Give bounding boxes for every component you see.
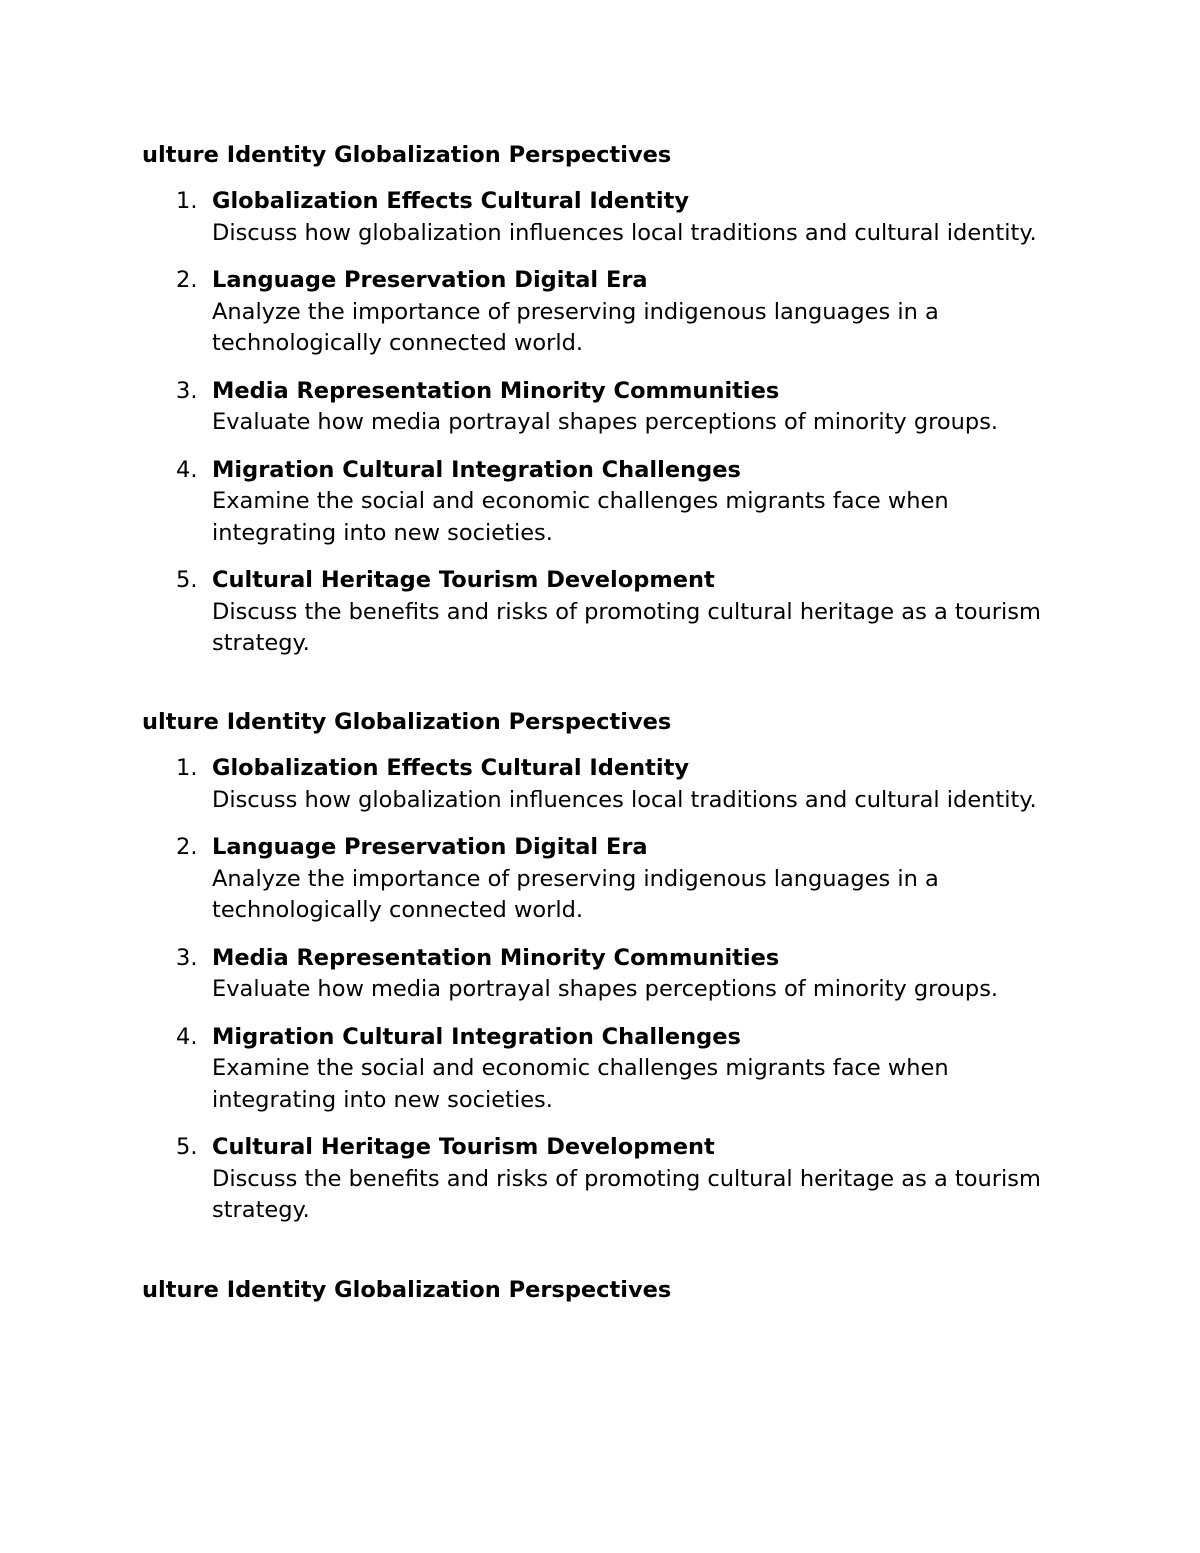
topic-description: Analyze the importance of preserving indigenous languages in a technologically connected world. bbox=[212, 298, 939, 356]
topic-item bbox=[142, 376, 1082, 439]
topic-description: Discuss the benefits and risks of promoting cultural heritage as a tourism strategy. bbox=[212, 598, 1041, 656]
topic-title: Migration Cultural Integration Challenges bbox=[212, 1023, 741, 1050]
section-heading: ulture Identity Globalization Perspectives bbox=[142, 1277, 672, 1303]
topic-description: Discuss how globalization influences local traditions and cultural identity. bbox=[212, 219, 1037, 246]
topic-title: Cultural Heritage Tourism Development bbox=[212, 1134, 715, 1160]
topic-item bbox=[142, 753, 1082, 816]
topic-item bbox=[142, 455, 1082, 550]
topic-number: 2. bbox=[176, 834, 198, 860]
topic-title: Globalization Effects Cultural Identity bbox=[212, 188, 690, 214]
topic-description: Examine the social and economic challenges migrants face when integrating into new societies. bbox=[212, 1055, 949, 1113]
topic-item bbox=[142, 265, 1082, 360]
topic-title: Cultural Heritage Tourism Development bbox=[212, 567, 715, 593]
topic-title: Media Representation Minority Communities bbox=[212, 944, 780, 971]
topic-item bbox=[142, 943, 1082, 1006]
topic-item bbox=[142, 565, 1082, 660]
topic-list bbox=[142, 753, 1082, 1227]
topic-title: Media Representation Minority Communities bbox=[212, 377, 780, 404]
topic-item bbox=[142, 1022, 1082, 1117]
topic-number: 4. bbox=[176, 1023, 198, 1050]
topic-description: Analyze the importance of preserving indigenous languages in a technologically connected world. bbox=[212, 865, 939, 923]
topic-description: Evaluate how media portrayal shapes perceptions of minority groups. bbox=[212, 409, 999, 435]
topic-number: 2. bbox=[176, 267, 198, 293]
topic-title: Globalization Effects Cultural Identity bbox=[212, 755, 690, 781]
topic-number: 3. bbox=[176, 377, 198, 404]
topic-title: Language Preservation Digital Era bbox=[212, 267, 648, 293]
topic-title: Language Preservation Digital Era bbox=[212, 834, 648, 860]
document-section bbox=[142, 1275, 1082, 1306]
topic-number: 4. bbox=[176, 456, 198, 483]
topic-description: Discuss how globalization influences local traditions and cultural identity. bbox=[212, 786, 1037, 813]
section-heading: ulture Identity Globalization Perspectives bbox=[142, 709, 672, 735]
topic-number: 5. bbox=[176, 567, 198, 593]
topic-description: Discuss the benefits and risks of promoting cultural heritage as a tourism strategy. bbox=[212, 1165, 1041, 1223]
topic-title: Migration Cultural Integration Challenges bbox=[212, 456, 741, 483]
topic-number: 1. bbox=[176, 755, 198, 781]
document-section bbox=[142, 707, 1082, 1243]
topic-number: 3. bbox=[176, 944, 198, 971]
section-heading: ulture Identity Globalization Perspectives bbox=[142, 142, 672, 168]
topic-item bbox=[142, 832, 1082, 927]
topic-number: 5. bbox=[176, 1134, 198, 1160]
topic-list bbox=[142, 186, 1082, 660]
topic-item bbox=[142, 1132, 1082, 1227]
topic-description: Examine the social and economic challenges migrants face when integrating into new societies. bbox=[212, 488, 949, 546]
topic-number: 1. bbox=[176, 188, 198, 214]
document-section bbox=[142, 140, 1082, 676]
topic-description: Evaluate how media portrayal shapes perceptions of minority groups. bbox=[212, 976, 999, 1002]
topic-item bbox=[142, 186, 1082, 249]
